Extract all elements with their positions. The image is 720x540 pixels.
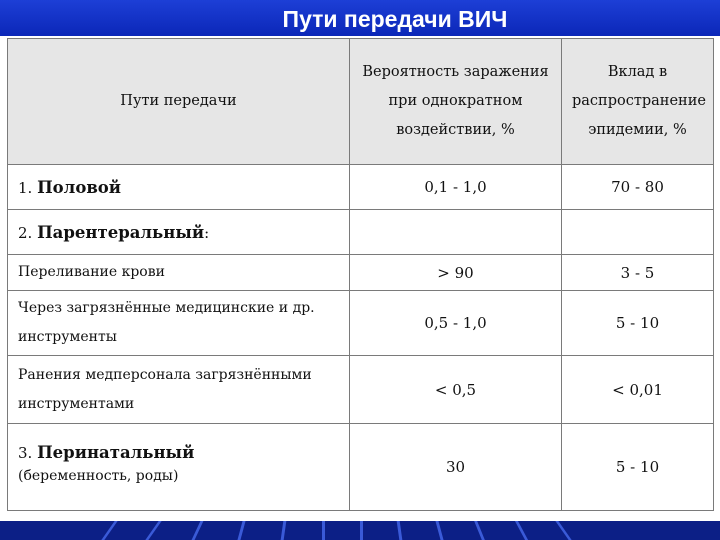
row-probability: 0,5 - 1,0 bbox=[350, 291, 562, 356]
table-row bbox=[8, 210, 714, 255]
decor-slash bbox=[145, 521, 161, 540]
decor-slash bbox=[360, 521, 363, 540]
row-number: 1. bbox=[18, 178, 33, 197]
decor-slash bbox=[555, 521, 571, 540]
row-label: Половой bbox=[37, 177, 122, 197]
row-number: 2. bbox=[18, 223, 33, 242]
decor-slash bbox=[101, 521, 117, 540]
row-label: Перинатальный bbox=[37, 443, 195, 462]
row-label: Парентеральный bbox=[37, 222, 205, 242]
row-contribution: 70 - 80 bbox=[562, 165, 714, 210]
table-row bbox=[8, 424, 714, 511]
header-contribution: Вклад в распространение эпидемии, % bbox=[562, 39, 714, 165]
decor-slash bbox=[515, 521, 528, 540]
row-label-suffix: : bbox=[204, 223, 210, 242]
row-label: Через загрязнённые медицинские и др. инструменты bbox=[8, 291, 350, 356]
row-contribution: < 0,01 bbox=[562, 356, 714, 424]
row-label: Переливание крови bbox=[8, 255, 350, 291]
decor-slash bbox=[192, 521, 204, 540]
row-probability: > 90 bbox=[350, 255, 562, 291]
header-probability: Вероятность заражения при однократном воздействии, % bbox=[350, 39, 562, 165]
header-mode: Пути передачи bbox=[8, 39, 350, 165]
footer-bar bbox=[0, 521, 720, 540]
row-number: 3. bbox=[18, 444, 33, 462]
row-probability: 0,1 - 1,0 bbox=[350, 165, 562, 210]
row-label: Ранения медперсонала загрязнёнными инструментами bbox=[8, 356, 350, 424]
decor-slash bbox=[435, 521, 443, 540]
table-row bbox=[8, 255, 714, 291]
row-probability bbox=[350, 210, 562, 255]
row-contribution bbox=[562, 210, 714, 255]
decor-slash bbox=[281, 521, 287, 540]
decor-slash bbox=[397, 521, 403, 540]
table-header-row bbox=[8, 39, 714, 165]
table-row bbox=[8, 165, 714, 210]
slide-title: Пути передачи ВИЧ bbox=[282, 6, 508, 32]
table-row bbox=[8, 356, 714, 424]
decor-slash bbox=[322, 521, 325, 540]
row-contribution: 3 - 5 bbox=[562, 255, 714, 291]
row-contribution: 5 - 10 bbox=[562, 291, 714, 356]
row-probability: 30 bbox=[350, 424, 562, 511]
row-sublabel: (беременность, роды) bbox=[18, 468, 179, 484]
row-contribution: 5 - 10 bbox=[562, 424, 714, 511]
transmission-table bbox=[7, 38, 714, 511]
decor-slash bbox=[237, 521, 245, 540]
row-probability: < 0,5 bbox=[350, 356, 562, 424]
decor-slash bbox=[474, 521, 485, 540]
table-row bbox=[8, 291, 714, 356]
